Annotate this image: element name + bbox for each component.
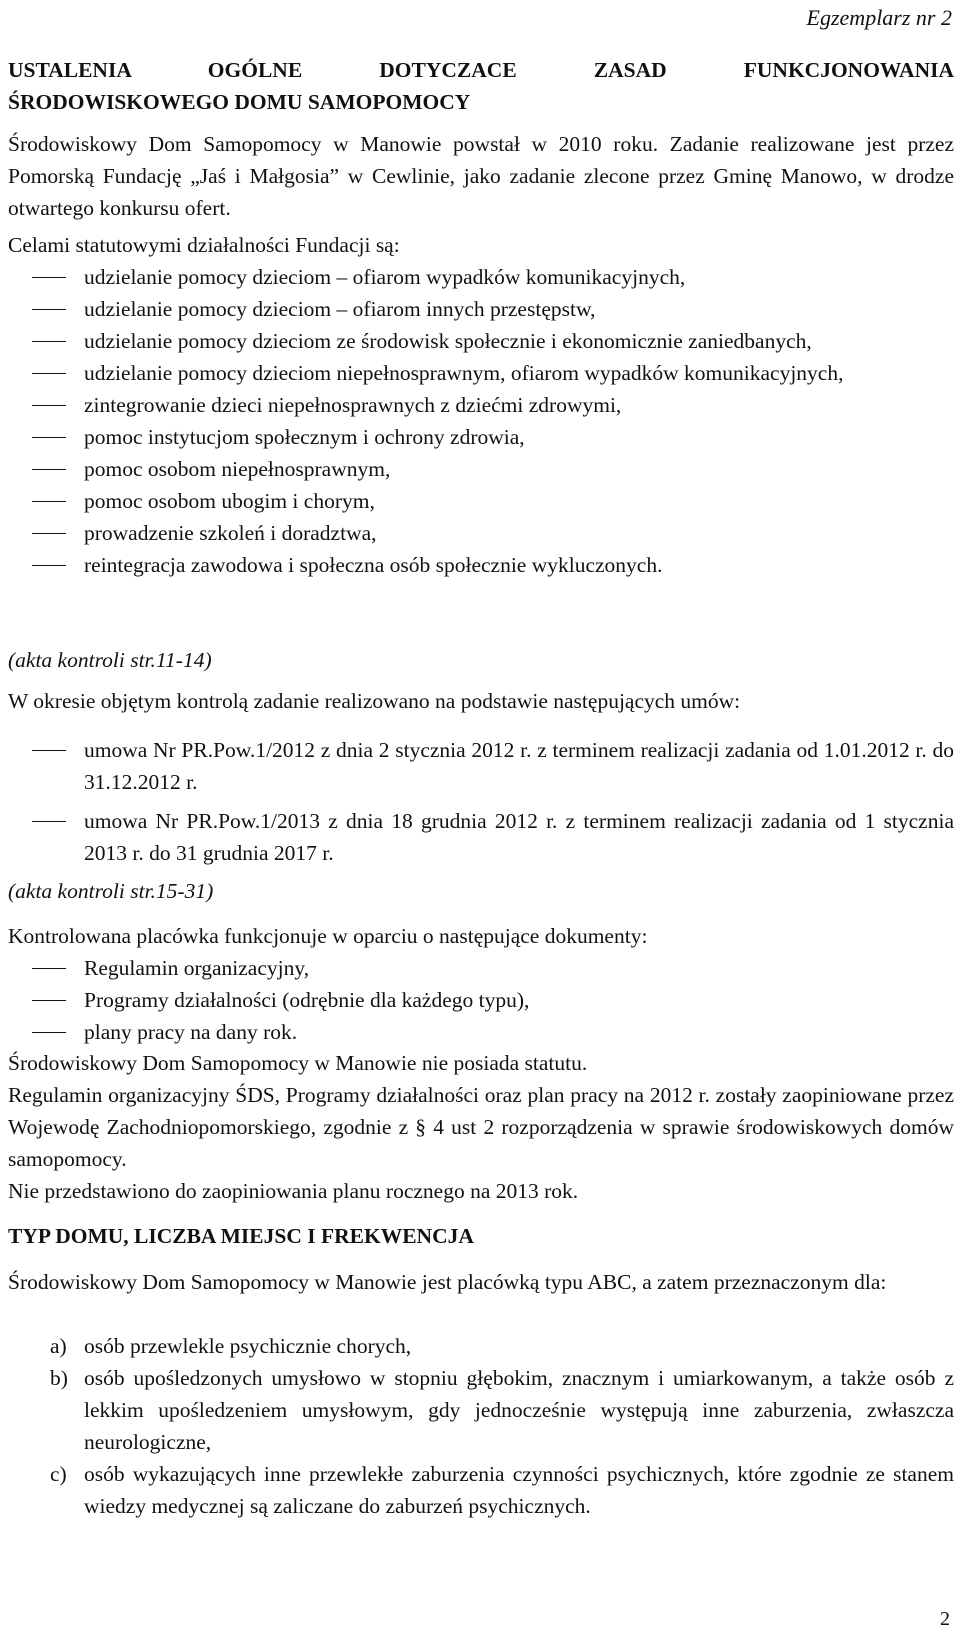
no-statute-note: Środowiskowy Dom Samopomocy w Manowie nie posiada statutu.	[8, 1051, 588, 1075]
list-item: reintegracja zawodowa i społeczna osób społecznie wykluczonych.	[8, 549, 954, 581]
section-title-type: TYP DOMU, LICZBA MIEJSC I FREKWENCJA	[8, 1224, 474, 1248]
files-reference-2: (akta kontroli str.15-31)	[8, 879, 214, 903]
list-marker: c)	[50, 1462, 67, 1486]
list-item-text: osób wykazujących inne przewlekłe zaburzenia czynności psychicznych, które zgodnie ze stanem wiedzy medycznej są zaliczane do zaburzeń psychicznych.	[84, 1462, 954, 1518]
list-item-text: osób upośledzonych umysłowo w stopniu głębokim, znacznym i umiarkowanym, a także osób z lekkim upośledzeniem umysłowym, gdy jednocześnie występują inne zaburzenia, zwłaszcza neurologiczne,	[84, 1366, 954, 1454]
files-reference-1: (akta kontroli str.11-14)	[8, 648, 212, 672]
list-item	[8, 1458, 954, 1522]
section-title-line-1: USTALENIA OGÓLNE DOTYCZACE ZASAD FUNKCJONOWANIA	[8, 58, 954, 82]
list-item: udzielanie pomocy dzieciom – ofiarom wypadków komunikacyjnych,	[8, 261, 954, 293]
contracts-list-2	[8, 805, 954, 869]
list-item: udzielanie pomocy dzieciom ze środowisk społecznie i ekonomicznie zaniedbanych,	[8, 325, 954, 357]
goals-intro: Celami statutowymi działalności Fundacji są:	[8, 233, 400, 257]
list-marker: b)	[50, 1366, 68, 1390]
list-item-text: osób przewlekle psychicznie chorych,	[84, 1334, 412, 1358]
list-item	[8, 1362, 954, 1458]
section-title-general	[8, 54, 954, 118]
type-intro-paragraph: Środowiskowy Dom Samopomocy w Manowie jest placówką typu ABC, a zatem przeznaczonym dla:	[8, 1270, 887, 1294]
list-item: pomoc instytucjom społecznym i ochrony zdrowia,	[8, 421, 954, 453]
section-title-line-2: ŚRODOWISKOWEGO DOMU SAMOPOMOCY	[8, 90, 471, 114]
list-item: zintegrowanie dzieci niepełnosprawnych z dziećmi zdrowymi,	[8, 389, 954, 421]
page-number: 2	[940, 1608, 950, 1630]
target-groups-list	[8, 1330, 954, 1522]
contracts-intro: W okresie objętym kontrolą zadanie realizowano na podstawie następujących umów:	[8, 689, 741, 713]
contracts-list	[8, 734, 954, 798]
list-item: umowa Nr PR.Pow.1/2013 z dnia 18 grudnia 2012 r. z terminem realizacji zadania od 1 stycznia 2013 r. do 31 grudnia 2017 r.	[8, 805, 954, 869]
opinion-paragraph: Regulamin organizacyjny ŚDS, Programy działalności oraz plan pracy na 2012 r. zostały zaopiniowane przez Wojewodę Zachodniopomorskiego, zgodnie z § 4 ust 2 rozporządzenia w sprawie środowiskowych domów samopomocy.	[8, 1083, 954, 1171]
list-item: Regulamin organizacyjny,	[8, 952, 954, 984]
list-item: pomoc osobom niepełnosprawnym,	[8, 453, 954, 485]
documents-intro: Kontrolowana placówka funkcjonuje w oparciu o następujące dokumenty:	[8, 924, 648, 948]
goals-list	[8, 261, 954, 581]
not-presented-note: Nie przedstawiono do zaopiniowania planu rocznego na 2013 rok.	[8, 1179, 579, 1203]
list-item: udzielanie pomocy dzieciom niepełnosprawnym, ofiarom wypadków komunikacyjnych,	[8, 357, 954, 389]
list-marker: a)	[50, 1334, 67, 1358]
list-item: udzielanie pomocy dzieciom – ofiarom innych przestępstw,	[8, 293, 954, 325]
list-item: plany pracy na dany rok.	[8, 1016, 954, 1048]
intro-paragraph: Środowiskowy Dom Samopomocy w Manowie powstał w 2010 roku. Zadanie realizowane jest przez Pomorską Fundację „Jaś i Małgosia” w Cewlinie, jako zadanie zlecone przez Gminę Manowo, w drodze otwartego konkursu ofert.	[8, 132, 954, 220]
list-item: prowadzenie szkoleń i doradztwa,	[8, 517, 954, 549]
list-item: Programy działalności (odrębnie dla każdego typu),	[8, 984, 954, 1016]
list-item	[8, 1330, 954, 1362]
documents-list	[8, 952, 954, 1048]
list-item: pomoc osobom ubogim i chorym,	[8, 485, 954, 517]
copy-number-label: Egzemplarz nr 2	[806, 5, 952, 30]
list-item: umowa Nr PR.Pow.1/2012 z dnia 2 stycznia 2012 r. z terminem realizacji zadania od 1.01.2012 r. do 31.12.2012 r.	[8, 734, 954, 798]
